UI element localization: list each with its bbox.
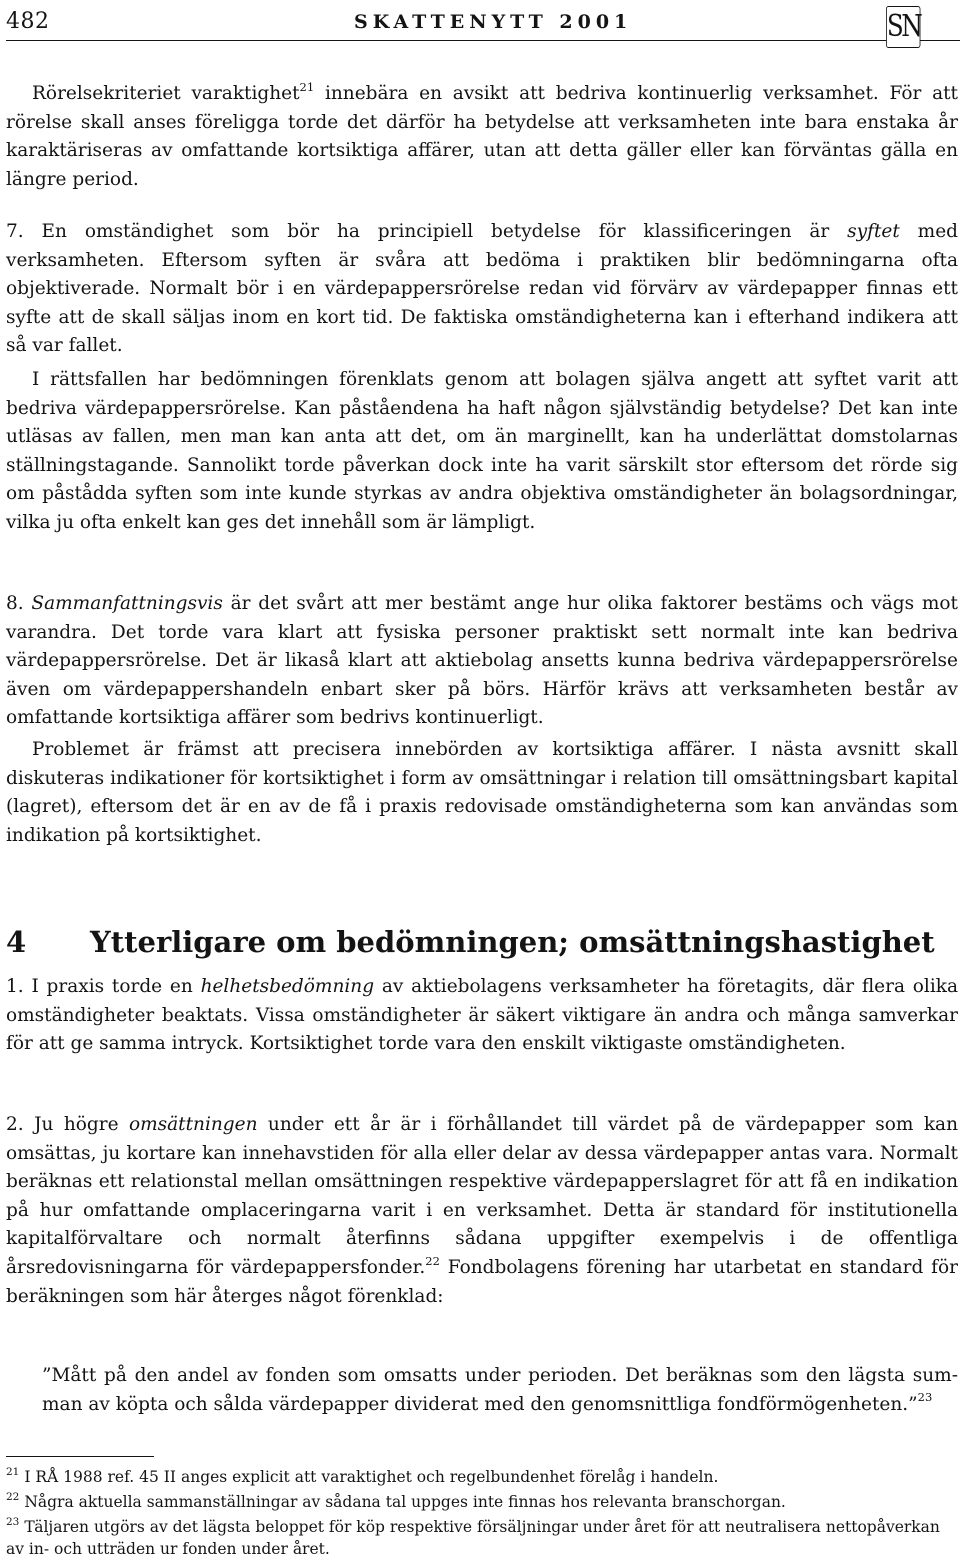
text-span: 8. [6, 593, 32, 614]
text-span: Rörelsekriteriet varaktighet [32, 83, 300, 104]
section-title: Ytterligare om bedömningen; omsättningshastighet [90, 925, 935, 959]
footnote-rule [6, 1456, 154, 1457]
section-heading [6, 922, 958, 962]
paragraph-problemet: Problemet är främst att precisera innebörden av kortsiktiga affärer. I nästa avsnitt skall diskuteras indikationer för kortsiktighet i form av omsättningar i relation till omsättningsbart kapital (lagret), eftersom det är en av de få i praxis redovisade omständigheterna som kan användas som indikation på kortsiktighet. [6, 739, 958, 846]
footnote-text: Några aktuella sammanställningar av sådana tal uppges inte finnas hos relevanta branschorgan. [24, 1493, 786, 1511]
footnote-ref-21[interactable]: 21 [299, 79, 315, 94]
footnote-text: Täljaren utgörs av det lägsta beloppet för köp respektive försäljningar under året för att neutralisera nettopåverkan av in- och utträden ur fonden under året. [6, 1518, 940, 1558]
text-span: under ett år är i förhållandet till värdet på de värdepapper som kan omsättas, ju kortare kan innehavstiden för alla eller delar av dessa värdepapper antas vara. Normalt beräknas ett relationstal mellan omsättningen respektive värdepapperslagret för att få en indikation på hur omfattande omplaceringarna varit i en verksamhet. Detta är standard för institutionella kapitalförvaltare och normalt återfinns sådana uppgifter exempelvis i de offentliga årsredovisningarna för värdepappersfonder. [6, 1114, 959, 1278]
footnotes [6, 1466, 958, 1560]
page-number: 482 [6, 9, 50, 34]
footnote-text: I RÅ 1988 ref. 45 II anges explicit att varaktighet och regelbundenhet förelåg i handeln. [24, 1468, 719, 1486]
footnote-ref-22[interactable]: 22 [425, 1253, 440, 1268]
paragraph-rattsfallen: I rättsfallen har bedömningen förenklats genom att bolagen själva angett att syftet varit att bedriva värdepappersrörelse. Kan påståendena ha haft någon självständig betydelse? Det kan inte utläsas av fallen, men man kan anta att det, om än marginellt, kan ha underlättat domstolarnas ställningstagande. Sannolikt torde påverkan dock inte ha varit särskilt stor eftersom det rörde sig om påstådda syften som inte kunde styrkas av andra objektiva omständigheter än bolagsordningar, vilka ju ofta enkelt kan ges det innehåll som är lämpligt. [6, 369, 958, 533]
text-span: Fondbolagens förening har utarbetat en standard för beräkningen som här återges något förenklad: [6, 1256, 958, 1307]
text-span: är det svårt att mer bestämt ange hur olika faktorer bestäms och vägs mot varandra. Det torde vara klart att fysiska personer praktiskt sett normalt inte kan bedriva värdepappersrörelse. Det är likaså klart att aktiebolag ansetts kunna bedriva värdepappersrörelse även om värdepappershandeln enbart sker på börs. Härför krävs att verksamheten består av omfattande kortsiktiga affärer som bedrivs kontinuerligt. [6, 593, 958, 729]
sn-logo: SN [886, 6, 920, 48]
footnote-number: 21 [6, 1465, 20, 1478]
text-span: med verksamheten. Eftersom syften är svåra att bedöma i praktiken blir bedömningarna ofta objektiverade. Normalt bör i en värdepappersrörelse redan vid förvärv av värdepapper finnas ett syfte att de skall säljas inom en kort tid. De faktiska omständigheterna kan i efterhand indikera att så var fallet. [6, 221, 959, 357]
emphasis-syftet: syftet [847, 221, 900, 242]
text-span: av aktiebolagens verksamheter ha företagits, där flera olika omständigheter beaktats. Vissa omständigheter är säkert viktigare än andra och många samverkar för att ge samma intryck. Kortsiktighet torde vara den enskilt viktigaste omständigheten. [6, 976, 958, 1055]
text-span: 7. En omständighet som bör ha principiell betydelse för klassificeringen är [6, 221, 848, 242]
footnote-number: 23 [6, 1515, 20, 1528]
emphasis-omsattningen: omsättningen [128, 1114, 258, 1135]
running-header [6, 6, 960, 42]
footnote-21 [6, 1466, 958, 1488]
text-span: 2. Ju högre [6, 1114, 129, 1135]
quote-text: ”Mått på den andel av fonden som omsatts under perioden. Det beräknas som den lägsta summan av köpta och sålda värdepapper dividerat med den genomsnittliga fondförmögenheten.” [42, 1365, 958, 1415]
paragraph-varaktighet [6, 80, 958, 194]
header-rule [6, 40, 960, 41]
block-quote [42, 1362, 958, 1419]
paragraph-7-syftet [6, 218, 958, 361]
journal-title: SKATTENYTT 2001 [354, 11, 633, 33]
footnote-number: 22 [6, 1490, 20, 1503]
text-span: innebära en avsikt att bedriva kontinuerlig verksamhet. För att rörelse skall anses föreligga torde det därför ha betydelse att verksamheten inte bara enstaka år karaktäriseras av omfattande kortsiktiga affärer, utan att detta gäller eller kan förväntas gälla en längre period. [6, 83, 958, 190]
emphasis-helhetsbedomning: helhetsbedömning [200, 976, 375, 997]
text-span: 1. I praxis torde en [6, 976, 201, 997]
emphasis-sammanfattningsvis: Sammanfattningsvis [31, 593, 223, 614]
footnote-22 [6, 1491, 958, 1513]
section-number: 4 [6, 925, 27, 959]
paragraph-4-2-omsattningen [6, 1111, 958, 1311]
footnote-23 [6, 1516, 958, 1560]
paragraph-8-sammanfattningsvis [6, 590, 958, 733]
footnote-ref-23[interactable]: 23 [917, 1390, 933, 1405]
paragraph-4-1-helhetsbedomning [6, 973, 958, 1059]
